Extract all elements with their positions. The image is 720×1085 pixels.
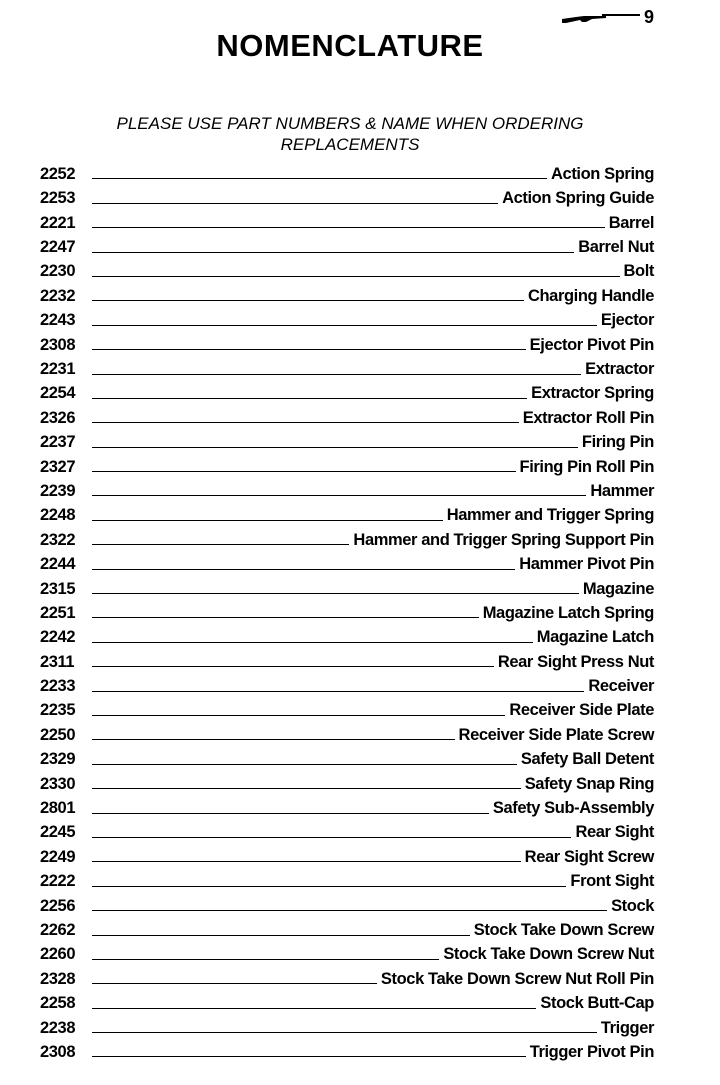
part-name: Charging Handle <box>527 286 654 305</box>
part-name: Stock <box>611 896 654 915</box>
part-name: Magazine Latch <box>536 628 654 647</box>
part-number: 2231 <box>40 360 76 379</box>
page-number: 9 <box>644 7 655 27</box>
part-row <box>40 1012 654 1036</box>
part-number: 2322 <box>40 530 76 549</box>
part-name: Safety Snap Ring <box>524 774 654 793</box>
part-number: 2251 <box>40 603 76 622</box>
part-number: 2238 <box>40 1018 76 1037</box>
part-row <box>40 182 654 206</box>
part-name: Rear Sight Press Nut <box>497 652 654 671</box>
leader-line <box>92 520 443 521</box>
leader-line <box>92 861 521 862</box>
part-row <box>40 865 654 889</box>
ordering-instruction <box>40 113 660 155</box>
part-name: Stock Take Down Screw <box>473 921 654 939</box>
part-number: 2308 <box>40 335 76 354</box>
leader-line <box>92 1032 597 1033</box>
leader-line <box>92 739 455 740</box>
part-row <box>40 207 654 231</box>
part-number: 2235 <box>40 701 76 720</box>
part-number: 2222 <box>40 872 76 891</box>
part-number: 2237 <box>40 433 76 452</box>
part-row <box>40 548 654 572</box>
part-row <box>40 475 654 499</box>
leader-line <box>92 910 607 911</box>
part-name: Extractor Roll Pin <box>522 408 654 427</box>
part-row <box>40 841 654 865</box>
leader-line <box>92 1056 526 1057</box>
leader-line <box>92 666 494 667</box>
leader-line <box>92 764 517 765</box>
part-number: 2248 <box>40 506 76 525</box>
part-name: Receiver Side Plate Screw <box>458 725 654 744</box>
part-number: 2221 <box>40 213 76 232</box>
leader-line <box>92 544 349 545</box>
part-row <box>40 304 654 328</box>
part-name: Hammer and Trigger Spring <box>446 506 654 525</box>
instruction-line-2: REPLACEMENTS <box>280 135 420 154</box>
part-number: 2260 <box>40 945 76 964</box>
part-row <box>40 768 654 792</box>
part-row <box>40 621 654 645</box>
leader-line <box>92 593 579 594</box>
part-number: 2233 <box>40 677 76 696</box>
part-number: 2262 <box>40 921 76 939</box>
part-name: Firing Pin <box>581 433 654 452</box>
leader-line <box>92 422 519 423</box>
leader-line <box>92 691 584 692</box>
part-row <box>40 597 654 621</box>
part-number: 2244 <box>40 555 76 574</box>
part-name: Stock Butt-Cap <box>540 994 654 1013</box>
part-number: 2249 <box>40 847 76 866</box>
leader-line <box>92 935 470 936</box>
part-name: Hammer Pivot Pin <box>519 555 654 574</box>
part-name: Hammer <box>590 481 654 500</box>
leader-line <box>92 569 515 570</box>
parts-list <box>40 158 654 1060</box>
part-number: 2256 <box>40 896 76 915</box>
part-number: 2330 <box>40 774 76 793</box>
part-row <box>40 524 654 548</box>
part-row <box>40 719 654 743</box>
part-name: Receiver Side Plate <box>509 701 654 720</box>
part-number: 2230 <box>40 262 76 281</box>
part-row <box>40 1036 654 1060</box>
part-number: 2252 <box>40 164 76 183</box>
part-number: 2329 <box>40 750 76 769</box>
part-row <box>40 939 654 963</box>
leader-line <box>92 447 578 448</box>
part-row <box>40 329 654 353</box>
part-row <box>40 743 654 767</box>
part-number: 2243 <box>40 311 76 330</box>
part-name: Barrel Nut <box>578 238 654 257</box>
page-number-mark <box>562 7 662 29</box>
part-name: Receiver <box>588 677 654 696</box>
part-number: 2327 <box>40 457 76 476</box>
part-name: Extractor <box>585 360 654 379</box>
leader-line <box>92 252 574 253</box>
part-row <box>40 402 654 426</box>
leader-line <box>92 203 498 204</box>
part-number: 2253 <box>40 189 76 208</box>
part-row <box>40 914 654 938</box>
part-number: 2328 <box>40 969 76 988</box>
part-number: 2247 <box>40 238 76 257</box>
part-number: 2258 <box>40 994 76 1013</box>
part-name: Trigger Pivot Pin <box>529 1042 654 1061</box>
part-name: Front Sight <box>570 872 654 891</box>
part-name: Action Spring Guide <box>502 189 654 208</box>
part-name: Magazine <box>582 579 654 598</box>
part-name: Magazine Latch Spring <box>482 603 654 622</box>
part-name: Safety Sub-Assembly <box>492 799 654 818</box>
part-name: Stock Take Down Screw Nut <box>443 945 654 964</box>
page-title: NOMENCLATURE <box>216 28 484 63</box>
leader-line <box>92 617 479 618</box>
leader-line <box>92 300 524 301</box>
part-name: Stock Take Down Screw Nut Roll Pin <box>380 969 654 988</box>
part-number: 2308 <box>40 1042 76 1061</box>
part-row <box>40 451 654 475</box>
leader-line <box>92 495 586 496</box>
part-row <box>40 378 654 402</box>
part-row <box>40 256 654 280</box>
leader-line <box>92 276 620 277</box>
leader-line <box>92 471 516 472</box>
part-name: Trigger <box>600 1018 654 1037</box>
leader-line <box>92 886 566 887</box>
leader-line <box>92 178 547 179</box>
leader-line <box>92 349 526 350</box>
part-name: Ejector Pivot Pin <box>529 335 654 354</box>
instruction-line-1: PLEASE USE PART NUMBERS & NAME WHEN ORDERING <box>116 114 584 133</box>
part-row <box>40 890 654 914</box>
leader-line <box>92 837 571 838</box>
part-name: Rear Sight Screw <box>524 847 654 866</box>
part-name: Barrel <box>608 213 654 232</box>
part-row <box>40 963 654 987</box>
part-number: 2242 <box>40 628 76 647</box>
part-number: 2250 <box>40 725 76 744</box>
part-name: Action Spring <box>551 164 654 183</box>
part-row <box>40 499 654 523</box>
part-number: 2239 <box>40 481 76 500</box>
part-row <box>40 231 654 255</box>
part-row <box>40 792 654 816</box>
part-row <box>40 987 654 1011</box>
part-row <box>40 158 654 182</box>
part-number: 2232 <box>40 286 76 305</box>
part-row <box>40 646 654 670</box>
leader-line <box>92 374 581 375</box>
leader-line <box>92 398 527 399</box>
part-name: Hammer and Trigger Spring Support Pin <box>353 530 654 549</box>
part-name: Safety Ball Detent <box>520 750 654 769</box>
leader-line <box>92 1008 536 1009</box>
leader-line <box>92 715 505 716</box>
leader-line <box>92 813 489 814</box>
part-name: Firing Pin Roll Pin <box>519 457 654 476</box>
leader-line <box>92 642 533 643</box>
leader-line <box>92 788 521 789</box>
part-row <box>40 573 654 597</box>
part-number: 2326 <box>40 408 76 427</box>
part-name: Ejector <box>600 311 654 330</box>
part-row <box>40 670 654 694</box>
part-name: Extractor Spring <box>531 384 654 403</box>
rifle-icon <box>562 11 642 25</box>
leader-line <box>92 983 377 984</box>
part-number: 2311 <box>40 652 75 671</box>
leader-line <box>92 325 597 326</box>
part-row <box>40 353 654 377</box>
part-row <box>40 695 654 719</box>
part-number: 2315 <box>40 579 76 598</box>
part-row <box>40 280 654 304</box>
part-name: Bolt <box>623 262 654 281</box>
part-number: 2245 <box>40 823 76 842</box>
part-row <box>40 426 654 450</box>
part-number: 2254 <box>40 384 76 403</box>
leader-line <box>92 227 605 228</box>
part-name: Rear Sight <box>575 823 654 842</box>
part-row <box>40 817 654 841</box>
leader-line <box>92 959 439 960</box>
part-number: 2801 <box>40 799 76 818</box>
